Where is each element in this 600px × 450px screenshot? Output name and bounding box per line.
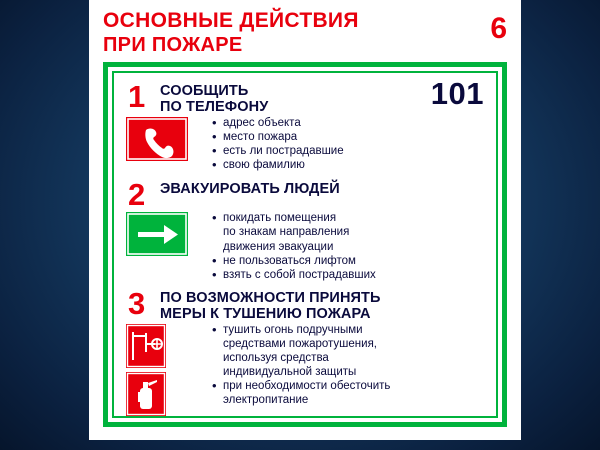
list-item: • свою фамилию (212, 159, 488, 173)
list-item-cont: по знакам направления (223, 226, 350, 239)
block-2-title-line-1: ЭВАКУИРОВАТЬ ЛЮДЕЙ (160, 181, 340, 198)
block-1-number: 1 (128, 79, 146, 114)
list-item-cont: средствами пожаротушения, (223, 337, 378, 350)
list-item: • место пожара (212, 131, 488, 145)
list-item: • тушить огонь подручными (212, 324, 488, 338)
green-frame (103, 62, 507, 427)
list-item-cont: индивидуальной защиты (223, 366, 357, 379)
block-1-icons (122, 117, 198, 161)
block-3-title (160, 288, 488, 322)
list-item: • не пользоваться лифтом (212, 255, 488, 269)
header-line-1: ОСНОВНЫЕ ДЕЙСТВИЯ (103, 9, 359, 32)
block-3-title-line-2: МЕРЫ К ТУШЕНИЮ ПОЖАРА (160, 305, 371, 322)
block-3-head (122, 285, 488, 322)
list-item: • есть ли пострадавшие (212, 145, 488, 159)
block-extinguish-fire (122, 285, 488, 420)
header-line-2: ПРИ ПОЖАРЕ (103, 34, 243, 56)
frame-inner (112, 71, 498, 418)
fire-hydrant-sign-icon (126, 324, 166, 368)
list-item: • взять с собой пострадавших (212, 269, 488, 283)
list-item: • покидать помещения (212, 212, 488, 226)
block-1-body (122, 117, 488, 173)
evacuation-arrow-sign-icon (126, 212, 188, 256)
block-evacuate-people (122, 179, 488, 282)
poster-header (103, 8, 507, 58)
block-3-icons (122, 324, 198, 420)
block-2-body (122, 212, 488, 282)
block-1-head (122, 76, 488, 115)
block-2-icons (122, 212, 198, 256)
block-1-title-line-1: СООБЩИТЬ (160, 83, 249, 99)
block-2-number: 2 (128, 177, 146, 213)
block-3-bullets (198, 324, 488, 409)
list-item-cont: движения эвакуации (223, 240, 334, 253)
block-3-number: 3 (128, 285, 146, 321)
block-2-title (160, 179, 488, 197)
block-1-title-line-2: ПО ТЕЛЕФОНУ (160, 99, 269, 115)
list-item: • при необходимости обесточить (212, 380, 488, 394)
list-item-cont: электропитание (223, 394, 309, 407)
block-2-head (122, 177, 488, 213)
block-2-bullets (198, 212, 488, 282)
block-3-title-line-1: ПО ВОЗМОЖНОСТИ ПРИНЯТЬ (160, 289, 381, 306)
fire-phone-sign-icon (126, 117, 188, 161)
block-3-body (122, 324, 488, 420)
block-1-bullets (198, 117, 488, 173)
page-number: 6 (490, 12, 507, 45)
fire-extinguisher-sign-icon (126, 372, 166, 416)
block-report-fire (122, 76, 488, 173)
list-item-cont: используя средства (223, 352, 329, 365)
poster-sheet (89, 0, 521, 440)
emergency-phone-number: 101 (430, 76, 484, 111)
list-item: • адрес объекта (212, 117, 488, 131)
